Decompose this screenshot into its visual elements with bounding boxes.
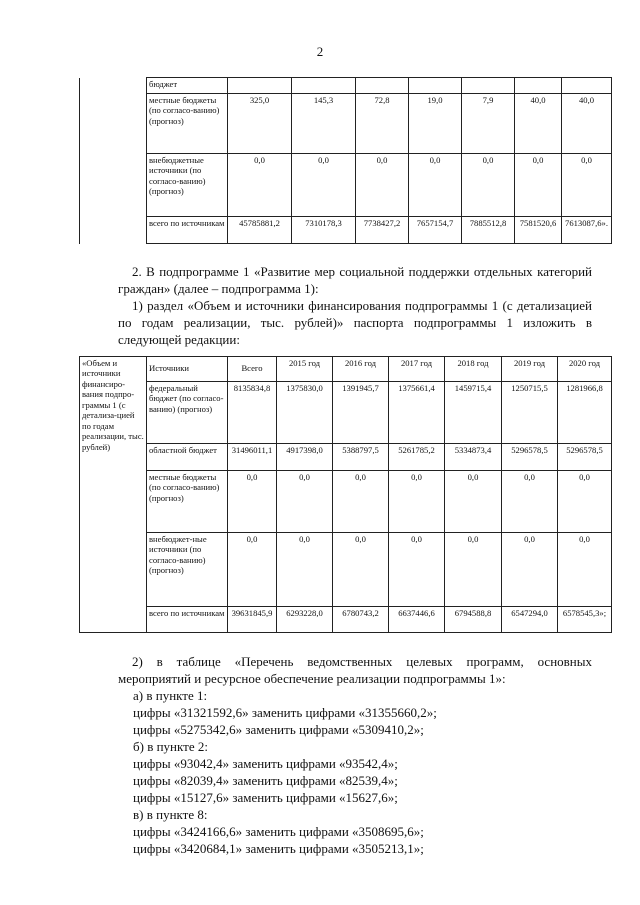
- row-label: местные бюджеты (по согласо-ванию) (прогноз): [147, 471, 228, 533]
- table-row: [80, 607, 612, 633]
- list-item: цифры «15127,6» заменить цифрами «15627,6»;: [133, 790, 398, 805]
- value-cell: 0,0: [562, 154, 612, 217]
- value-cell: 7,9: [462, 94, 515, 154]
- column-header: Всего: [228, 357, 277, 382]
- value-cell: 1375661,4: [389, 382, 445, 444]
- column-header: 2020 год: [558, 357, 612, 382]
- value-cell: 0,0: [445, 471, 502, 533]
- list-item: цифры «3424166,6» заменить цифрами «3508695,6»;: [133, 824, 424, 839]
- value-cell: 5388797,5: [333, 444, 389, 471]
- value-cell: 7885512,8: [462, 217, 515, 244]
- value-cell: 325,0: [228, 94, 292, 154]
- list-item: цифры «5275342,6» заменить цифрами «5309410,2»;: [133, 722, 424, 737]
- value-cell: 72,8: [356, 94, 409, 154]
- value-cell: 0,0: [409, 154, 462, 217]
- row-label: федеральный бюджет (по согласо-ванию) (прогноз): [147, 382, 228, 444]
- column-header: 2016 год: [333, 357, 389, 382]
- value-cell: 5296578,5: [558, 444, 612, 471]
- paragraph-table-change: 2) в таблице «Перечень ведомственных целевых программ, основных мероприятий и ресурсное обеспечение реализации подпрограммы 1»:: [118, 654, 592, 686]
- column-header: 2015 год: [277, 357, 333, 382]
- value-cell: 40,0: [515, 94, 562, 154]
- row-label: местные бюджеты (по согласо-ванию) (прогноз): [147, 94, 228, 154]
- value-cell: 6578545,3»;: [558, 607, 612, 633]
- value-cell: 0,0: [445, 533, 502, 607]
- value-cell: 6293228,0: [277, 607, 333, 633]
- header-row: [80, 357, 612, 382]
- blank-cell: [80, 78, 147, 244]
- value-cell: 0,0: [333, 533, 389, 607]
- value-cell: 7657154,7: [409, 217, 462, 244]
- value-cell: 0,0: [389, 533, 445, 607]
- value-cell: 8135834,8: [228, 382, 277, 444]
- value-cell: [515, 78, 562, 94]
- table-row: [80, 217, 612, 244]
- value-cell: 40,0: [562, 94, 612, 154]
- value-cell: [562, 78, 612, 94]
- value-cell: 0,0: [389, 471, 445, 533]
- table-row: [80, 444, 612, 471]
- value-cell: 0,0: [462, 154, 515, 217]
- value-cell: 6780743,2: [333, 607, 389, 633]
- value-cell: 145,3: [292, 94, 356, 154]
- value-cell: 39631845,9: [228, 607, 277, 633]
- column-header: Источники: [147, 357, 228, 382]
- value-cell: 0,0: [277, 471, 333, 533]
- value-cell: [409, 78, 462, 94]
- value-cell: 7310178,3: [292, 217, 356, 244]
- value-cell: 0,0: [228, 471, 277, 533]
- value-cell: 0,0: [333, 471, 389, 533]
- value-cell: 6637446,6: [389, 607, 445, 633]
- list-item: в) в пункте 8:: [133, 807, 208, 822]
- list-item: цифры «93042,4» заменить цифрами «93542,4»;: [133, 756, 398, 771]
- row-label: внебюджет-ные источники (по согласо-ванию) (прогноз): [147, 533, 228, 607]
- value-cell: 7738427,2: [356, 217, 409, 244]
- row-label: всего по источникам: [147, 607, 228, 633]
- table-row: [80, 78, 612, 94]
- row-label: бюджет: [147, 78, 228, 94]
- table-row: [80, 471, 612, 533]
- value-cell: 0,0: [356, 154, 409, 217]
- value-cell: 0,0: [502, 533, 558, 607]
- paragraph-subprogram-1: 2. В подпрограмме 1 «Развитие мер социальной поддержки отдельных категорий граждан» (далее – подпрограмма 1):: [118, 264, 592, 296]
- list-item: а) в пункте 1:: [133, 688, 208, 703]
- column-header: 2018 год: [445, 357, 502, 382]
- value-cell: 0,0: [515, 154, 562, 217]
- table-row: [80, 94, 612, 154]
- value-cell: 0,0: [228, 533, 277, 607]
- value-cell: 0,0: [558, 471, 612, 533]
- value-cell: [228, 78, 292, 94]
- column-header: 2019 год: [502, 357, 558, 382]
- list-item: цифры «31321592,6» заменить цифрами «31355660,2»;: [133, 705, 437, 720]
- value-cell: 6794588,8: [445, 607, 502, 633]
- list-item: цифры «3420684,1» заменить цифрами «3505213,1»;: [133, 841, 424, 856]
- value-cell: 0,0: [502, 471, 558, 533]
- value-cell: 1375830,0: [277, 382, 333, 444]
- value-cell: [292, 78, 356, 94]
- value-cell: 1459715,4: [445, 382, 502, 444]
- table-row: [80, 533, 612, 607]
- value-cell: 0,0: [228, 154, 292, 217]
- financing-table: [79, 356, 612, 633]
- value-cell: 0,0: [558, 533, 612, 607]
- row-label: всего по источникам: [147, 217, 228, 244]
- value-cell: 5261785,2: [389, 444, 445, 471]
- value-cell: 5296578,5: [502, 444, 558, 471]
- first-column-label: «Объем и источники финансиро-вания подпро-граммы 1 (с детализа-цией по годам реализации, тыс. рублей): [80, 357, 147, 633]
- row-label: областной бюджет: [147, 444, 228, 471]
- value-cell: 5334873,4: [445, 444, 502, 471]
- value-cell: 0,0: [277, 533, 333, 607]
- value-cell: 7581520,6: [515, 217, 562, 244]
- continuation-table: [79, 77, 612, 244]
- table-row: [80, 382, 612, 444]
- value-cell: 4917398,0: [277, 444, 333, 471]
- value-cell: 1250715,5: [502, 382, 558, 444]
- page-number: 2: [316, 44, 324, 59]
- value-cell: [356, 78, 409, 94]
- value-cell: [462, 78, 515, 94]
- value-cell: 0,0: [292, 154, 356, 217]
- paragraph-section-change: 1) раздел «Объем и источники финансирования подпрограммы 1 (с детализацией по годам реализации, тыс. рублей)» паспорта подпрограммы 1 изложить в следующей редакции:: [118, 298, 592, 347]
- table-row: [80, 154, 612, 217]
- value-cell: 6547294,0: [502, 607, 558, 633]
- column-header: 2017 год: [389, 357, 445, 382]
- row-label: внебюджетные источники (по согласо-ванию) (прогноз): [147, 154, 228, 217]
- value-cell: 7613087,6».: [562, 217, 612, 244]
- value-cell: 31496011,1: [228, 444, 277, 471]
- list-item: б) в пункте 2:: [133, 739, 208, 754]
- value-cell: 1281966,8: [558, 382, 612, 444]
- value-cell: 1391945,7: [333, 382, 389, 444]
- list-item: цифры «82039,4» заменить цифрами «82539,4»;: [133, 773, 398, 788]
- value-cell: 19,0: [409, 94, 462, 154]
- value-cell: 45785881,2: [228, 217, 292, 244]
